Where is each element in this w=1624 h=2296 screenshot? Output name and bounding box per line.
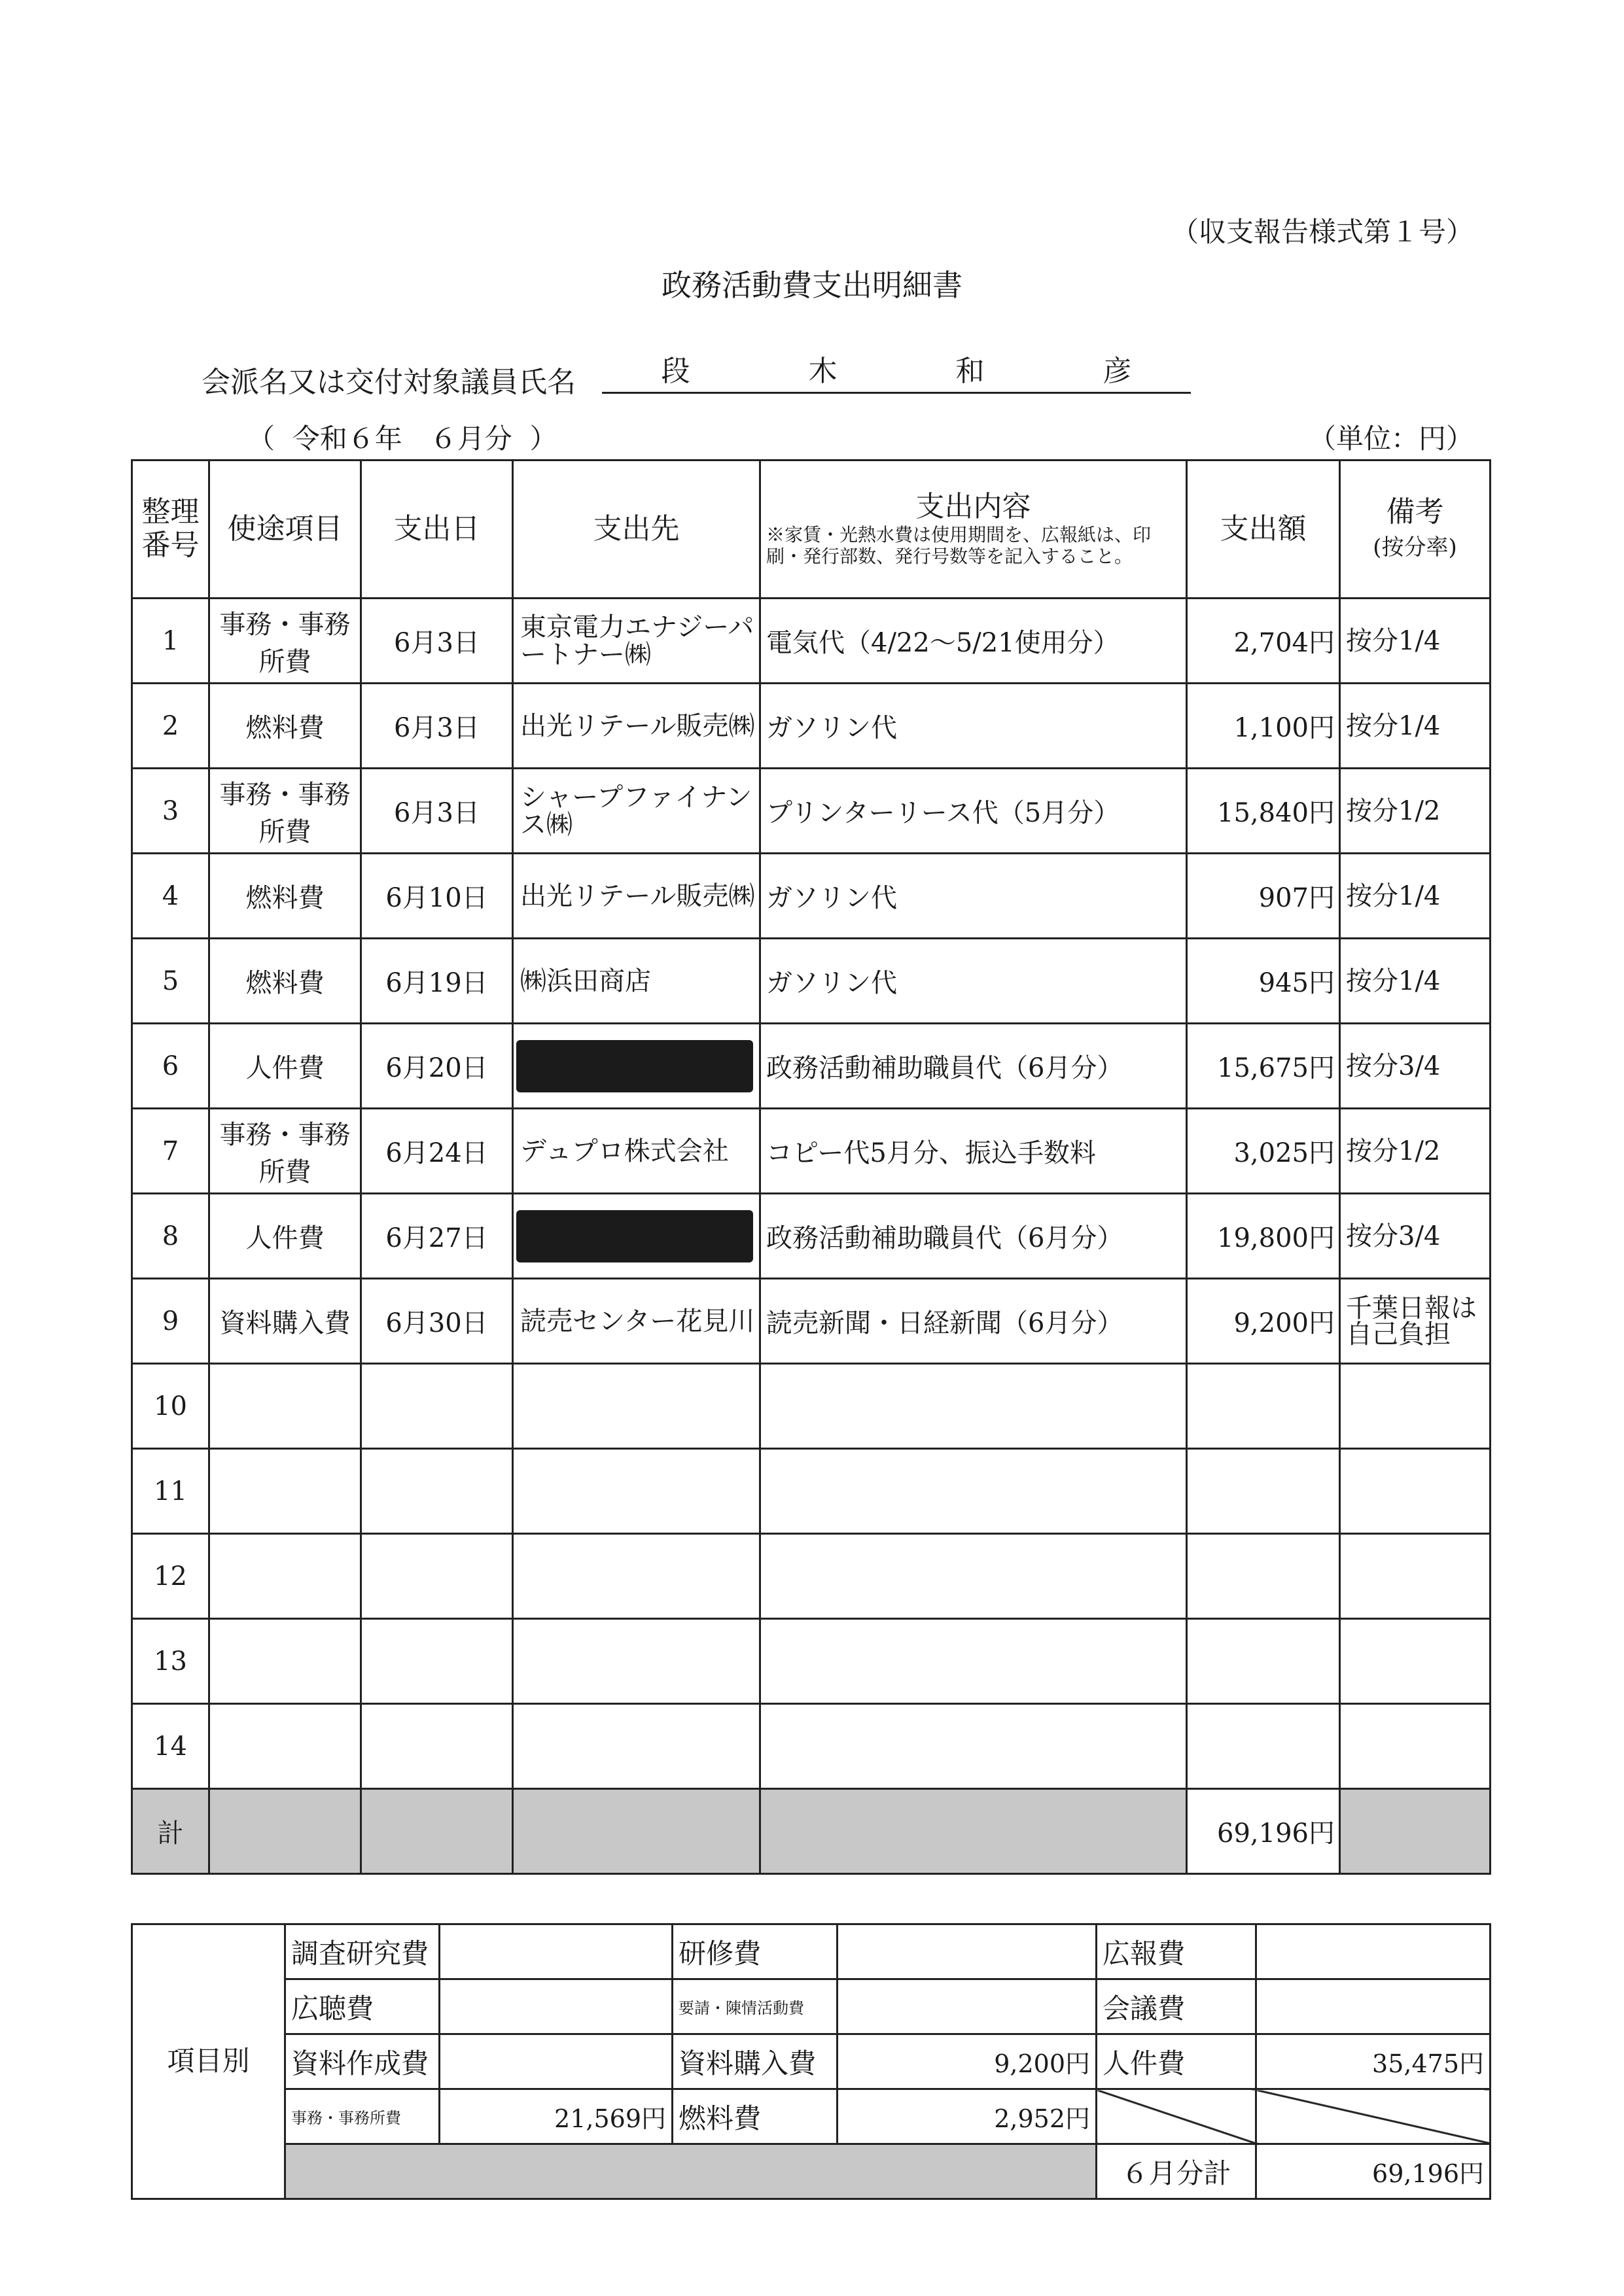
- row-use: 燃料費: [209, 939, 361, 1024]
- row-date: 6月3日: [361, 684, 513, 769]
- summary-value: 2,952円: [838, 2089, 1097, 2144]
- summary-row: [132, 1924, 1491, 1979]
- row-detail: ガソリン代: [760, 939, 1187, 1024]
- member-name-char: 木: [808, 355, 838, 388]
- row-no: 13: [132, 1619, 209, 1704]
- row-detail: [760, 1364, 1187, 1449]
- row-use: 人件費: [209, 1024, 361, 1109]
- period: [247, 417, 557, 457]
- total-blank: [209, 1789, 361, 1874]
- row-date: 6月20日: [361, 1024, 513, 1109]
- row-payee: [513, 1619, 760, 1704]
- row-amount: [1187, 1704, 1340, 1789]
- row-payee: 出光リテール販売㈱: [513, 684, 760, 769]
- row-detail: プリンターリース代（5月分）: [760, 769, 1187, 854]
- row-remark: [1340, 1534, 1491, 1619]
- unit-label: （単位：円）: [1308, 423, 1474, 455]
- row-detail: [760, 1704, 1187, 1789]
- row-date: 6月3日: [361, 769, 513, 854]
- row-date: 6月30日: [361, 1279, 513, 1364]
- summary-label: 研修費: [673, 1924, 838, 1979]
- row-no: 10: [132, 1364, 209, 1449]
- total-row: [132, 1789, 1491, 1874]
- summary-value: 21,569円: [440, 2089, 673, 2144]
- total-label: 計: [132, 1789, 209, 1874]
- row-use: [209, 1704, 361, 1789]
- row-remark: [1340, 1619, 1491, 1704]
- row-date: [361, 1534, 513, 1619]
- row-amount: 15,675円: [1187, 1024, 1340, 1109]
- row-use: [209, 1449, 361, 1534]
- row-amount: 3,025円: [1187, 1109, 1340, 1194]
- row-date: [361, 1364, 513, 1449]
- summary-label: 事務・事務所費: [285, 2089, 440, 2144]
- member-name-char: 彦: [1103, 355, 1132, 388]
- row-amount: [1187, 1619, 1340, 1704]
- total-amount: 69,196円: [1187, 1789, 1340, 1874]
- row-use: 事務・事務所費: [209, 769, 361, 854]
- col-remark: [1340, 461, 1491, 599]
- total-blank: [513, 1789, 760, 1874]
- col-amount: 支出額: [1187, 461, 1340, 599]
- table-row: [132, 1194, 1491, 1279]
- summary-label: 燃料費: [673, 2089, 838, 2144]
- row-use: 事務・事務所費: [209, 599, 361, 684]
- row-use: [209, 1364, 361, 1449]
- row-remark: 按分3/4: [1340, 1194, 1491, 1279]
- row-date: 6月24日: [361, 1109, 513, 1194]
- summary-value: [838, 1924, 1097, 1979]
- col-detail: [760, 461, 1187, 599]
- col-payee: 支出先: [513, 461, 760, 599]
- row-payee: シャープファイナンス㈱: [513, 769, 760, 854]
- row-remark: 按分3/4: [1340, 1024, 1491, 1109]
- row-detail: 読売新聞・日経新聞（6月分）: [760, 1279, 1187, 1364]
- summary-label: 調査研究費: [285, 1924, 440, 1979]
- row-amount: [1187, 1449, 1340, 1534]
- row-payee-redacted: [513, 1024, 760, 1109]
- col-no: 整理番号: [132, 461, 209, 599]
- summary-label: 人件費: [1097, 2034, 1256, 2089]
- summary-total-row: [132, 2144, 1491, 2199]
- total-blank: [760, 1789, 1187, 1874]
- table-row: [132, 599, 1491, 684]
- summary-row: [132, 1979, 1491, 2034]
- row-remark: [1340, 1364, 1491, 1449]
- header-row: [132, 461, 1491, 599]
- row-payee: 東京電力エナジーパートナー㈱: [513, 599, 760, 684]
- summary-label: 広聴費: [285, 1979, 440, 2034]
- diagonal-blank: [1256, 2089, 1491, 2144]
- row-use: 燃料費: [209, 854, 361, 939]
- row-detail: ガソリン代: [760, 854, 1187, 939]
- month-total-label: ６月分計: [1097, 2144, 1256, 2199]
- row-date: 6月10日: [361, 854, 513, 939]
- summary-label: 広報費: [1097, 1924, 1256, 1979]
- row-no: 6: [132, 1024, 209, 1109]
- summary-label: 資料作成費: [285, 2034, 440, 2089]
- row-detail: [760, 1534, 1187, 1619]
- col-detail-note: ※家賃・光熱水費は使用期間を、広報紙は、印刷・発行部数、発行号数等を記入すること。: [766, 523, 1152, 568]
- row-detail: 政務活動補助職員代（6月分）: [760, 1024, 1187, 1109]
- summary-value: [1256, 1924, 1491, 1979]
- table-row: [132, 1024, 1491, 1109]
- row-amount: 19,800円: [1187, 1194, 1340, 1279]
- row-use: 事務・事務所費: [209, 1109, 361, 1194]
- summary-value: [440, 2034, 673, 2089]
- row-amount: 2,704円: [1187, 599, 1340, 684]
- summary-row: [132, 2034, 1491, 2089]
- row-payee: [513, 1364, 760, 1449]
- row-remark: 按分1/4: [1340, 684, 1491, 769]
- row-payee-redacted: [513, 1194, 760, 1279]
- period-close: ）: [529, 423, 557, 455]
- table-row: [132, 1449, 1491, 1534]
- row-detail: 電気代（4/22～5/21使用分）: [760, 599, 1187, 684]
- table-row: [132, 1534, 1491, 1619]
- member-label: 会派名又は交付対象議員氏名: [202, 366, 576, 399]
- row-payee: 読売センター花見川: [513, 1279, 760, 1364]
- table-row: [132, 1109, 1491, 1194]
- row-no: 2: [132, 684, 209, 769]
- row-use: 人件費: [209, 1194, 361, 1279]
- summary-value: [440, 1979, 673, 2034]
- table-row: [132, 854, 1491, 939]
- col-date: 支出日: [361, 461, 513, 599]
- row-payee: [513, 1449, 760, 1534]
- row-payee: デュプロ株式会社: [513, 1109, 760, 1194]
- table-row: [132, 684, 1491, 769]
- row-remark: 按分1/4: [1340, 939, 1491, 1024]
- document-title: 政務活動費支出明細書: [662, 268, 962, 303]
- row-remark: 按分1/4: [1340, 599, 1491, 684]
- row-detail: [760, 1619, 1187, 1704]
- row-amount: [1187, 1534, 1340, 1619]
- row-remark: 千葉日報は自己負担: [1340, 1279, 1491, 1364]
- summary-label: 会議費: [1097, 1979, 1256, 2034]
- summary-value: [1256, 1979, 1491, 2034]
- summary-value: 9,200円: [838, 2034, 1097, 2089]
- table-row: [132, 1364, 1491, 1449]
- table-row: [132, 769, 1491, 854]
- row-no: 8: [132, 1194, 209, 1279]
- diagonal-blank: [1097, 2089, 1256, 2144]
- row-remark: 按分1/4: [1340, 854, 1491, 939]
- col-remark-title: 備考: [1386, 495, 1444, 529]
- period-open: （: [247, 423, 275, 455]
- form-number: （収支報告様式第１号）: [1171, 216, 1474, 248]
- summary-label: 資料購入費: [673, 2034, 838, 2089]
- row-no: 7: [132, 1109, 209, 1194]
- row-remark: [1340, 1449, 1491, 1534]
- summary-value: [440, 1924, 673, 1979]
- total-blank: [361, 1789, 513, 1874]
- row-payee: [513, 1534, 760, 1619]
- row-no: 11: [132, 1449, 209, 1534]
- month-total-value: 69,196円: [1256, 2144, 1491, 2199]
- row-date: [361, 1449, 513, 1534]
- row-amount: [1187, 1364, 1340, 1449]
- member-name-char: 段: [661, 355, 690, 388]
- row-detail: コピー代5月分、振込手数料: [760, 1109, 1187, 1194]
- redaction-block: [516, 1040, 753, 1092]
- row-no: 5: [132, 939, 209, 1024]
- row-no: 14: [132, 1704, 209, 1789]
- row-payee: [513, 1704, 760, 1789]
- period-text: 令和６年 ６月分: [292, 423, 512, 455]
- row-payee: 出光リテール販売㈱: [513, 854, 760, 939]
- summary-value: [838, 1979, 1097, 2034]
- row-amount: 907円: [1187, 854, 1340, 939]
- row-date: 6月19日: [361, 939, 513, 1024]
- table-row: [132, 1619, 1491, 1704]
- row-use: 資料購入費: [209, 1279, 361, 1364]
- col-use: 使途項目: [209, 461, 361, 599]
- row-remark: 按分1/2: [1340, 1109, 1491, 1194]
- summary-value: 35,475円: [1256, 2034, 1491, 2089]
- row-no: 4: [132, 854, 209, 939]
- row-use: [209, 1534, 361, 1619]
- summary-table: [131, 1923, 1491, 2200]
- row-date: [361, 1619, 513, 1704]
- table-row: [132, 1279, 1491, 1364]
- row-no: 9: [132, 1279, 209, 1364]
- col-detail-title: 支出内容: [915, 490, 1031, 524]
- row-date: [361, 1704, 513, 1789]
- row-no: 3: [132, 769, 209, 854]
- expense-table: [131, 459, 1491, 1875]
- row-amount: 15,840円: [1187, 769, 1340, 854]
- row-detail: ガソリン代: [760, 684, 1187, 769]
- row-detail: 政務活動補助職員代（6月分）: [760, 1194, 1187, 1279]
- summary-label: 要請・陳情活動費: [673, 1979, 838, 2034]
- redaction-block: [516, 1210, 753, 1262]
- row-remark: 按分1/2: [1340, 769, 1491, 854]
- row-use: 燃料費: [209, 684, 361, 769]
- summary-side-label: 項目別: [132, 1924, 285, 2199]
- row-use: [209, 1619, 361, 1704]
- row-amount: 945円: [1187, 939, 1340, 1024]
- summary-gray-blank: [285, 2144, 1097, 2199]
- row-payee: ㈱浜田商店: [513, 939, 760, 1024]
- summary-row: [132, 2089, 1491, 2144]
- row-remark: [1340, 1704, 1491, 1789]
- table-row: [132, 1704, 1491, 1789]
- row-detail: [760, 1449, 1187, 1534]
- table-row: [132, 939, 1491, 1024]
- row-date: 6月3日: [361, 599, 513, 684]
- row-date: 6月27日: [361, 1194, 513, 1279]
- row-no: 1: [132, 599, 209, 684]
- member-name-char: 和: [955, 355, 985, 388]
- total-blank: [1340, 1789, 1491, 1874]
- row-no: 12: [132, 1534, 209, 1619]
- member-name: [602, 353, 1191, 394]
- col-remark-sub: (按分率): [1373, 534, 1457, 561]
- row-amount: 9,200円: [1187, 1279, 1340, 1364]
- row-amount: 1,100円: [1187, 684, 1340, 769]
